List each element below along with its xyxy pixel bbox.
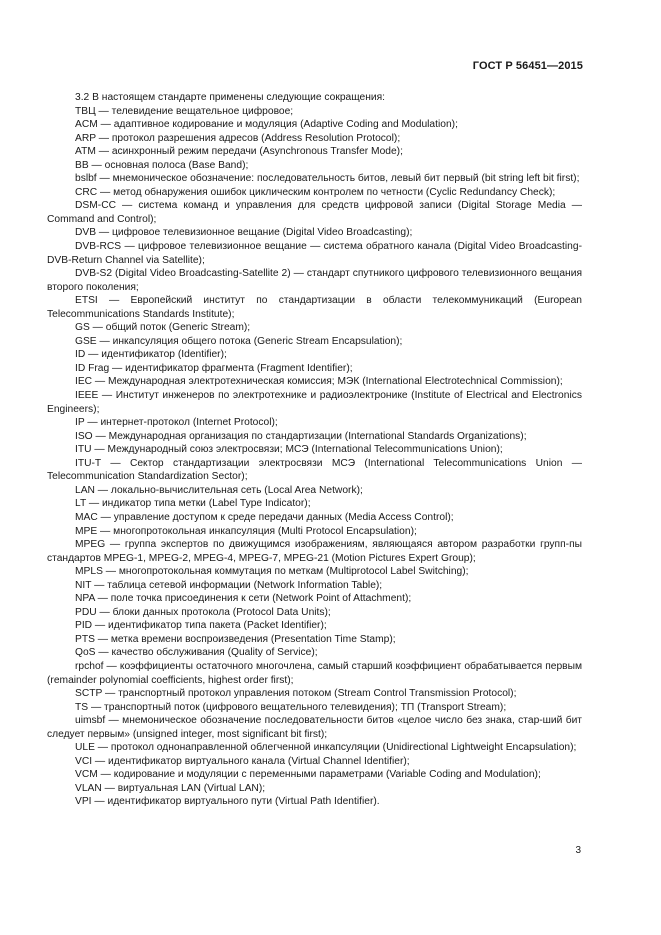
abbreviation-entry: ETSI — Европейский институт по стандартизации в области телекоммуникаций (European Telecommunications Standards Institute);: [47, 295, 582, 320]
abbreviation-entry: CRC — метод обнаружения ошибок циклическим контролем по четности (Cyclic Redundancy Check);: [75, 186, 556, 198]
abbreviation-entry: PDU — блоки данных протокола (Protocol Data Units);: [75, 606, 331, 618]
abbreviation-entry: VLAN — виртуальная LAN (Virtual LAN);: [75, 782, 266, 794]
abbreviation-entry: NPA — поле точка присоединения к сети (Network Point of Attachment);: [75, 593, 412, 605]
abbreviation-entry: uimsbf — мнемоническое обозначение последовательности битов «целое число без знака, стар-ший бит следует первым» (unsigned integer, most significant bit first);: [47, 715, 582, 740]
abbreviation-entry: LT — индикатор типа метки (Label Type Indicator);: [75, 498, 311, 510]
abbreviation-entry: DVB-S2 (Digital Video Broadcasting-Satellite 2) — стандарт спутникого цифрового телевизионного вещания второго поколения;: [47, 268, 582, 293]
abbreviation-entry: ID Frag — идентификатор фрагмента (Fragment Identifier);: [75, 362, 353, 374]
abbreviation-entry: rpchof — коэффициенты остаточного многочлена, самый старший коэффициент обрабатывается первым (remainder polynomial coefficients, highest order first);: [47, 660, 582, 686]
abbreviation-entry: NIT — таблица сетевой информации (Network Information Table);: [75, 579, 383, 591]
abbreviation-entry: VCI — идентификатор виртуального канала (Virtual Channel Identifier);: [75, 755, 410, 767]
abbreviation-entry: SCTP — транспортный протокол управления потоком (Stream Control Transmission Protocol);: [75, 688, 517, 700]
abbreviation-entry: ID — идентификатор (Identifier);: [75, 349, 227, 361]
abbreviation-entry: ATM — асинхронный режим передачи (Asynchronous Transfer Mode);: [75, 146, 403, 158]
page-number: 3: [575, 845, 581, 856]
section-intro: 3.2 В настоящем стандарте применены следующие сокращения:: [75, 92, 386, 103]
abbreviation-entry: MPLS — многопротокольная коммутация по меткам (Multiprotocol Label Switching);: [75, 566, 469, 578]
abbreviation-entry: ACM — адаптивное кодирование и модуляция (Adaptive Coding and Modulation);: [75, 119, 458, 131]
abbreviation-entry: IEC — Международная электротехническая комиссия; МЭК (International Electrotechnical Commission);: [75, 376, 563, 388]
abbreviation-entry: ITU-T — Сектор стандартизации электросвязи МСЭ (International Telecommunications Union — Telecommunication Standardization Sector);: [47, 457, 582, 483]
abbreviation-entry: BB — основная полоса (Base Band);: [75, 159, 249, 171]
abbreviation-entry: TS — транспортный поток (цифрового вещательного телевидения); ТП (Transport Stream);: [75, 701, 507, 713]
abbreviation-entry: PID — идентификатор типа пакета (Packet Identifier);: [75, 620, 327, 632]
abbreviations-list: [47, 105, 582, 809]
abbreviation-entry: IEEE — Институт инженеров по электротехнике и радиоэлектронике (Institute of Electrical and Electronics Engineers);: [47, 390, 582, 415]
abbreviation-entry: bslbf — мнемоническое обозначение: последовательность битов, левый бит первый (bit string left bit first);: [75, 173, 580, 185]
abbreviation-entry: GSE — инкапсуляция общего потока (Generic Stream Encapsulation);: [75, 335, 403, 347]
abbreviation-entry: LAN — локально-вычислительная сеть (Local Area Network);: [75, 484, 363, 496]
abbreviation-entry: IP — интернет-протокол (Internet Protocol);: [75, 417, 278, 429]
abbreviations-section: [47, 91, 582, 809]
abbreviation-entry: ULE — протокол однонаправленной облегченной инкапсуляции (Unidirectional Lightweight Encapsulation);: [75, 742, 577, 754]
document-number: ГОСТ Р 56451—2015: [472, 60, 583, 72]
abbreviation-entry: PTS — метка времени воспроизведения (Presentation Time Stamp);: [75, 633, 396, 645]
abbreviation-entry: ARP — протокол разрешения адресов (Address Resolution Protocol);: [75, 132, 401, 144]
abbreviation-entry: ТВЦ — телевидение вещательное цифровое;: [75, 105, 294, 117]
abbreviation-entry: MPEG — группа экспертов по движущимся изображениям, являющаяся автором разработки групп-пы стандартов MPEG-1, MPEG-2, MPEG-4, MPEG-7, MPEG-21 (Motion Pictures Expert Group);: [47, 539, 582, 564]
abbreviation-entry: MPE — многопротокольная инкапсуляция (Multi Protocol Encapsulation);: [75, 525, 417, 537]
abbreviation-entry: MAC — управление доступом к среде передачи данных (Media Access Control);: [75, 511, 454, 523]
abbreviation-entry: DVB-RCS — цифровое телевизионное вещание — система обратного канала (Digital Video Broadcasting-DVB-Return Channel via Satellite);: [47, 241, 582, 266]
abbreviation-entry: VPI — идентификатор виртуального пути (Virtual Path Identifier).: [75, 796, 380, 808]
abbreviation-entry: ISO — Международная организация по стандартизации (International Standards Organizations);: [75, 430, 527, 442]
abbreviation-entry: VCM — кодирование и модуляции с переменными параметрами (Variable Coding and Modulation);: [75, 769, 541, 781]
abbreviation-entry: QoS — качество обслуживания (Quality of Service);: [75, 647, 318, 659]
abbreviation-entry: DVB — цифровое телевизионное вещание (Digital Video Broadcasting);: [75, 227, 413, 239]
abbreviation-entry: DSM-CC — система команд и управления для средств цифровой записи (Digital Storage Media — Command and Control);: [47, 200, 582, 225]
abbreviation-entry: GS — общий поток (Generic Stream);: [75, 322, 251, 334]
abbreviation-entry: ITU — Международный союз электросвязи; МСЭ (International Telecommunications Union);: [75, 444, 503, 456]
